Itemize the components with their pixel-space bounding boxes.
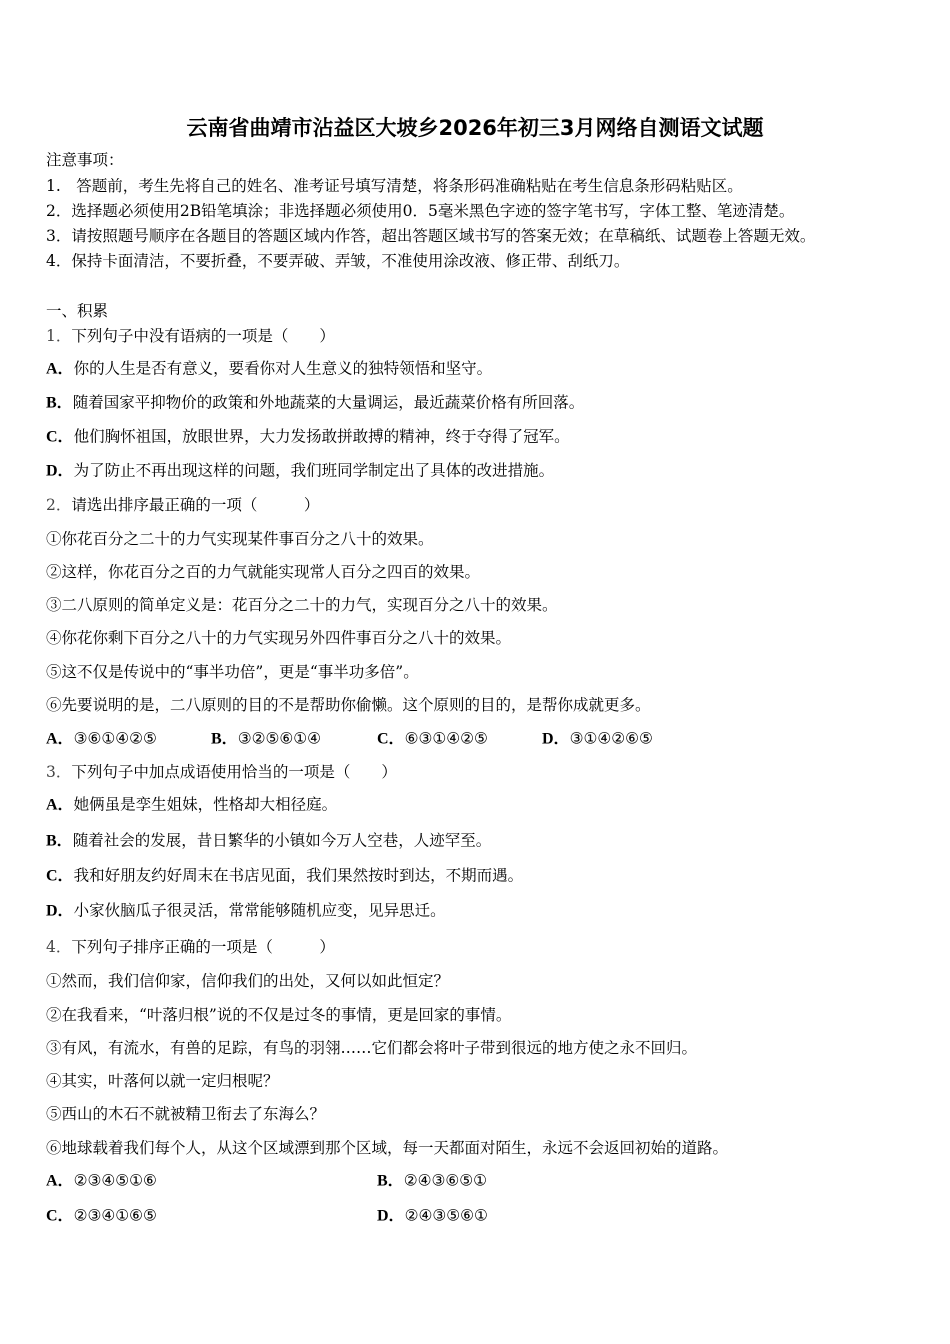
option-key: B．: [377, 1172, 404, 1190]
question-stem: 下列句子中加点成语使用恰当的一项是（ ）: [71, 763, 397, 781]
option-d: [377, 1206, 488, 1227]
question-stem: 下列句子排序正确的一项是（ ）: [71, 938, 335, 956]
option-b: [377, 1171, 487, 1192]
option-text: 她俩虽是孪生姐妹，性格却大相径庭。: [73, 795, 338, 814]
option-key: B．: [46, 832, 73, 850]
question-number: 3．: [46, 763, 72, 781]
option-b: [46, 393, 584, 414]
option-key: D．: [542, 730, 570, 748]
sentence-item: ②在我看来，“叶落归根”说的不仅是过冬的事情，更是回家的事情。: [46, 1006, 512, 1024]
option-key: D．: [377, 1207, 405, 1225]
question-number: 4．: [46, 938, 72, 956]
option-d: [46, 461, 554, 482]
option-key: D．: [46, 462, 74, 480]
question-number: 1．: [46, 327, 72, 345]
option-text: ②③④①⑥⑤: [73, 1206, 157, 1225]
option-text: 为了防止不再出现这样的问题，我们班同学制定出了具体的改进措施。: [73, 461, 555, 480]
document-title: 云南省曲靖市沾益区大坡乡2026年初三3月网络自测语文试题: [186, 116, 764, 140]
option-text: ②④③⑥⑤①: [403, 1171, 488, 1190]
question-1: [46, 326, 335, 346]
sentence-item: ①你花百分之二十的力气实现某件事百分之八十的效果。: [46, 530, 434, 548]
option-text: ②④③⑤⑥①: [404, 1206, 488, 1225]
sentence-item: ③有风，有流水，有兽的足踪，有鸟的羽翎……它们都会将叶子带到很远的地方使之永不回归。: [46, 1039, 698, 1057]
option-a: [46, 795, 337, 816]
section-heading: 一、积累: [46, 302, 109, 320]
option-b: [46, 831, 491, 852]
notice-item: 1. 答题前，考生先将自己的姓名、准考证号填写清楚，将条形码准确粘贴在考生信息条形码粘贴区。: [46, 177, 743, 195]
sentence-item: ⑤西山的木石不就被精卫衔去了东海么？: [46, 1105, 326, 1123]
option-text: ②③④⑤①⑥: [73, 1171, 157, 1190]
sentence-item: ②这样，你花百分之百的力气就能实现常人百分之四百的效果。: [46, 563, 481, 581]
option-text: ③①④②⑥⑤: [569, 729, 653, 748]
question-4: [46, 937, 335, 957]
option-d: [542, 729, 653, 750]
notice-item: 3．请按照题号顺序在各题目的答题区域内作答，超出答题区域书写的答案无效；在草稿纸、试题卷上答题无效。: [46, 227, 816, 245]
notice-item: 4．保持卡面清洁，不要折叠，不要弄破、弄皱，不准使用涂改液、修正带、刮纸刀。: [46, 252, 630, 270]
option-key: A．: [46, 730, 74, 748]
option-text: ⑥③①④②⑤: [404, 729, 488, 748]
option-c: [46, 866, 523, 887]
option-text: 小家伙脑瓜子很灵活，常常能够随机应变，见异思迁。: [73, 901, 446, 920]
sentence-item: ⑥先要说明的是，二八原则的目的不是帮助你偷懒。这个原则的目的，是帮你成就更多。: [46, 696, 651, 714]
option-text: ③②⑤⑥①④: [237, 729, 322, 748]
question-3: [46, 762, 397, 782]
option-key: B．: [46, 394, 73, 412]
option-text: 随着国家平抑物价的政策和外地蔬菜的大量调运，最近蔬菜价格有所回落。: [72, 393, 585, 412]
sentence-item: ①然而，我们信仰家，信仰我们的出处，又何以如此恒定？: [46, 972, 450, 990]
notice-item: 2．选择题必须使用2B铅笔填涂；非选择题必须使用0．5毫米黑色字迹的签字笔书写，字体工整、笔迹清楚。: [46, 202, 795, 220]
option-text: 他们胸怀祖国，放眼世界，大力发扬敢拼敢搏的精神，终于夺得了冠军。: [73, 427, 570, 446]
sentence-item: ⑤这不仅是传说中的“事半功倍”，更是“事半功多倍”。: [46, 663, 419, 681]
option-key: D．: [46, 902, 74, 920]
question-2: [46, 495, 319, 515]
sentence-item: ④其实，叶落何以就一定归根呢？: [46, 1072, 279, 1090]
option-c: [377, 729, 488, 750]
option-text: ③⑥①④②⑤: [73, 729, 157, 748]
question-stem: 下列句子中没有语病的一项是（ ）: [71, 327, 335, 345]
option-key: A．: [46, 360, 74, 378]
option-a: [46, 729, 157, 750]
option-b: [211, 729, 321, 750]
option-a: [46, 1171, 157, 1192]
question-stem: 请选出排序最正确的一项（ ）: [71, 496, 320, 514]
option-key: C．: [46, 867, 74, 885]
option-a: [46, 359, 492, 380]
option-key: A．: [46, 1172, 74, 1190]
option-d: [46, 901, 446, 922]
option-text: 我和好朋友约好周末在书店见面，我们果然按时到达，不期而遇。: [73, 866, 524, 885]
notice-heading: 注意事项：: [46, 151, 124, 169]
option-key: C．: [46, 428, 74, 446]
sentence-item: ⑥地球载着我们每个人，从这个区域漂到那个区域，每一天都面对陌生，永远不会返回初始的道路。: [46, 1139, 729, 1157]
option-c: [46, 427, 570, 448]
option-key: B．: [211, 730, 238, 748]
option-key: C．: [377, 730, 405, 748]
sentence-item: ③二八原则的简单定义是：花百分之二十的力气，实现百分之八十的效果。: [46, 596, 558, 614]
option-key: A．: [46, 796, 74, 814]
option-text: 你的人生是否有意义，要看你对人生意义的独特领悟和坚守。: [73, 359, 493, 378]
option-key: C．: [46, 1207, 74, 1225]
option-text: 随着社会的发展，昔日繁华的小镇如今万人空巷，人迹罕至。: [72, 831, 492, 850]
sentence-item: ④你花你剩下百分之八十的力气实现另外四件事百分之八十的效果。: [46, 629, 512, 647]
question-number: 2．: [46, 496, 72, 514]
option-c: [46, 1206, 157, 1227]
